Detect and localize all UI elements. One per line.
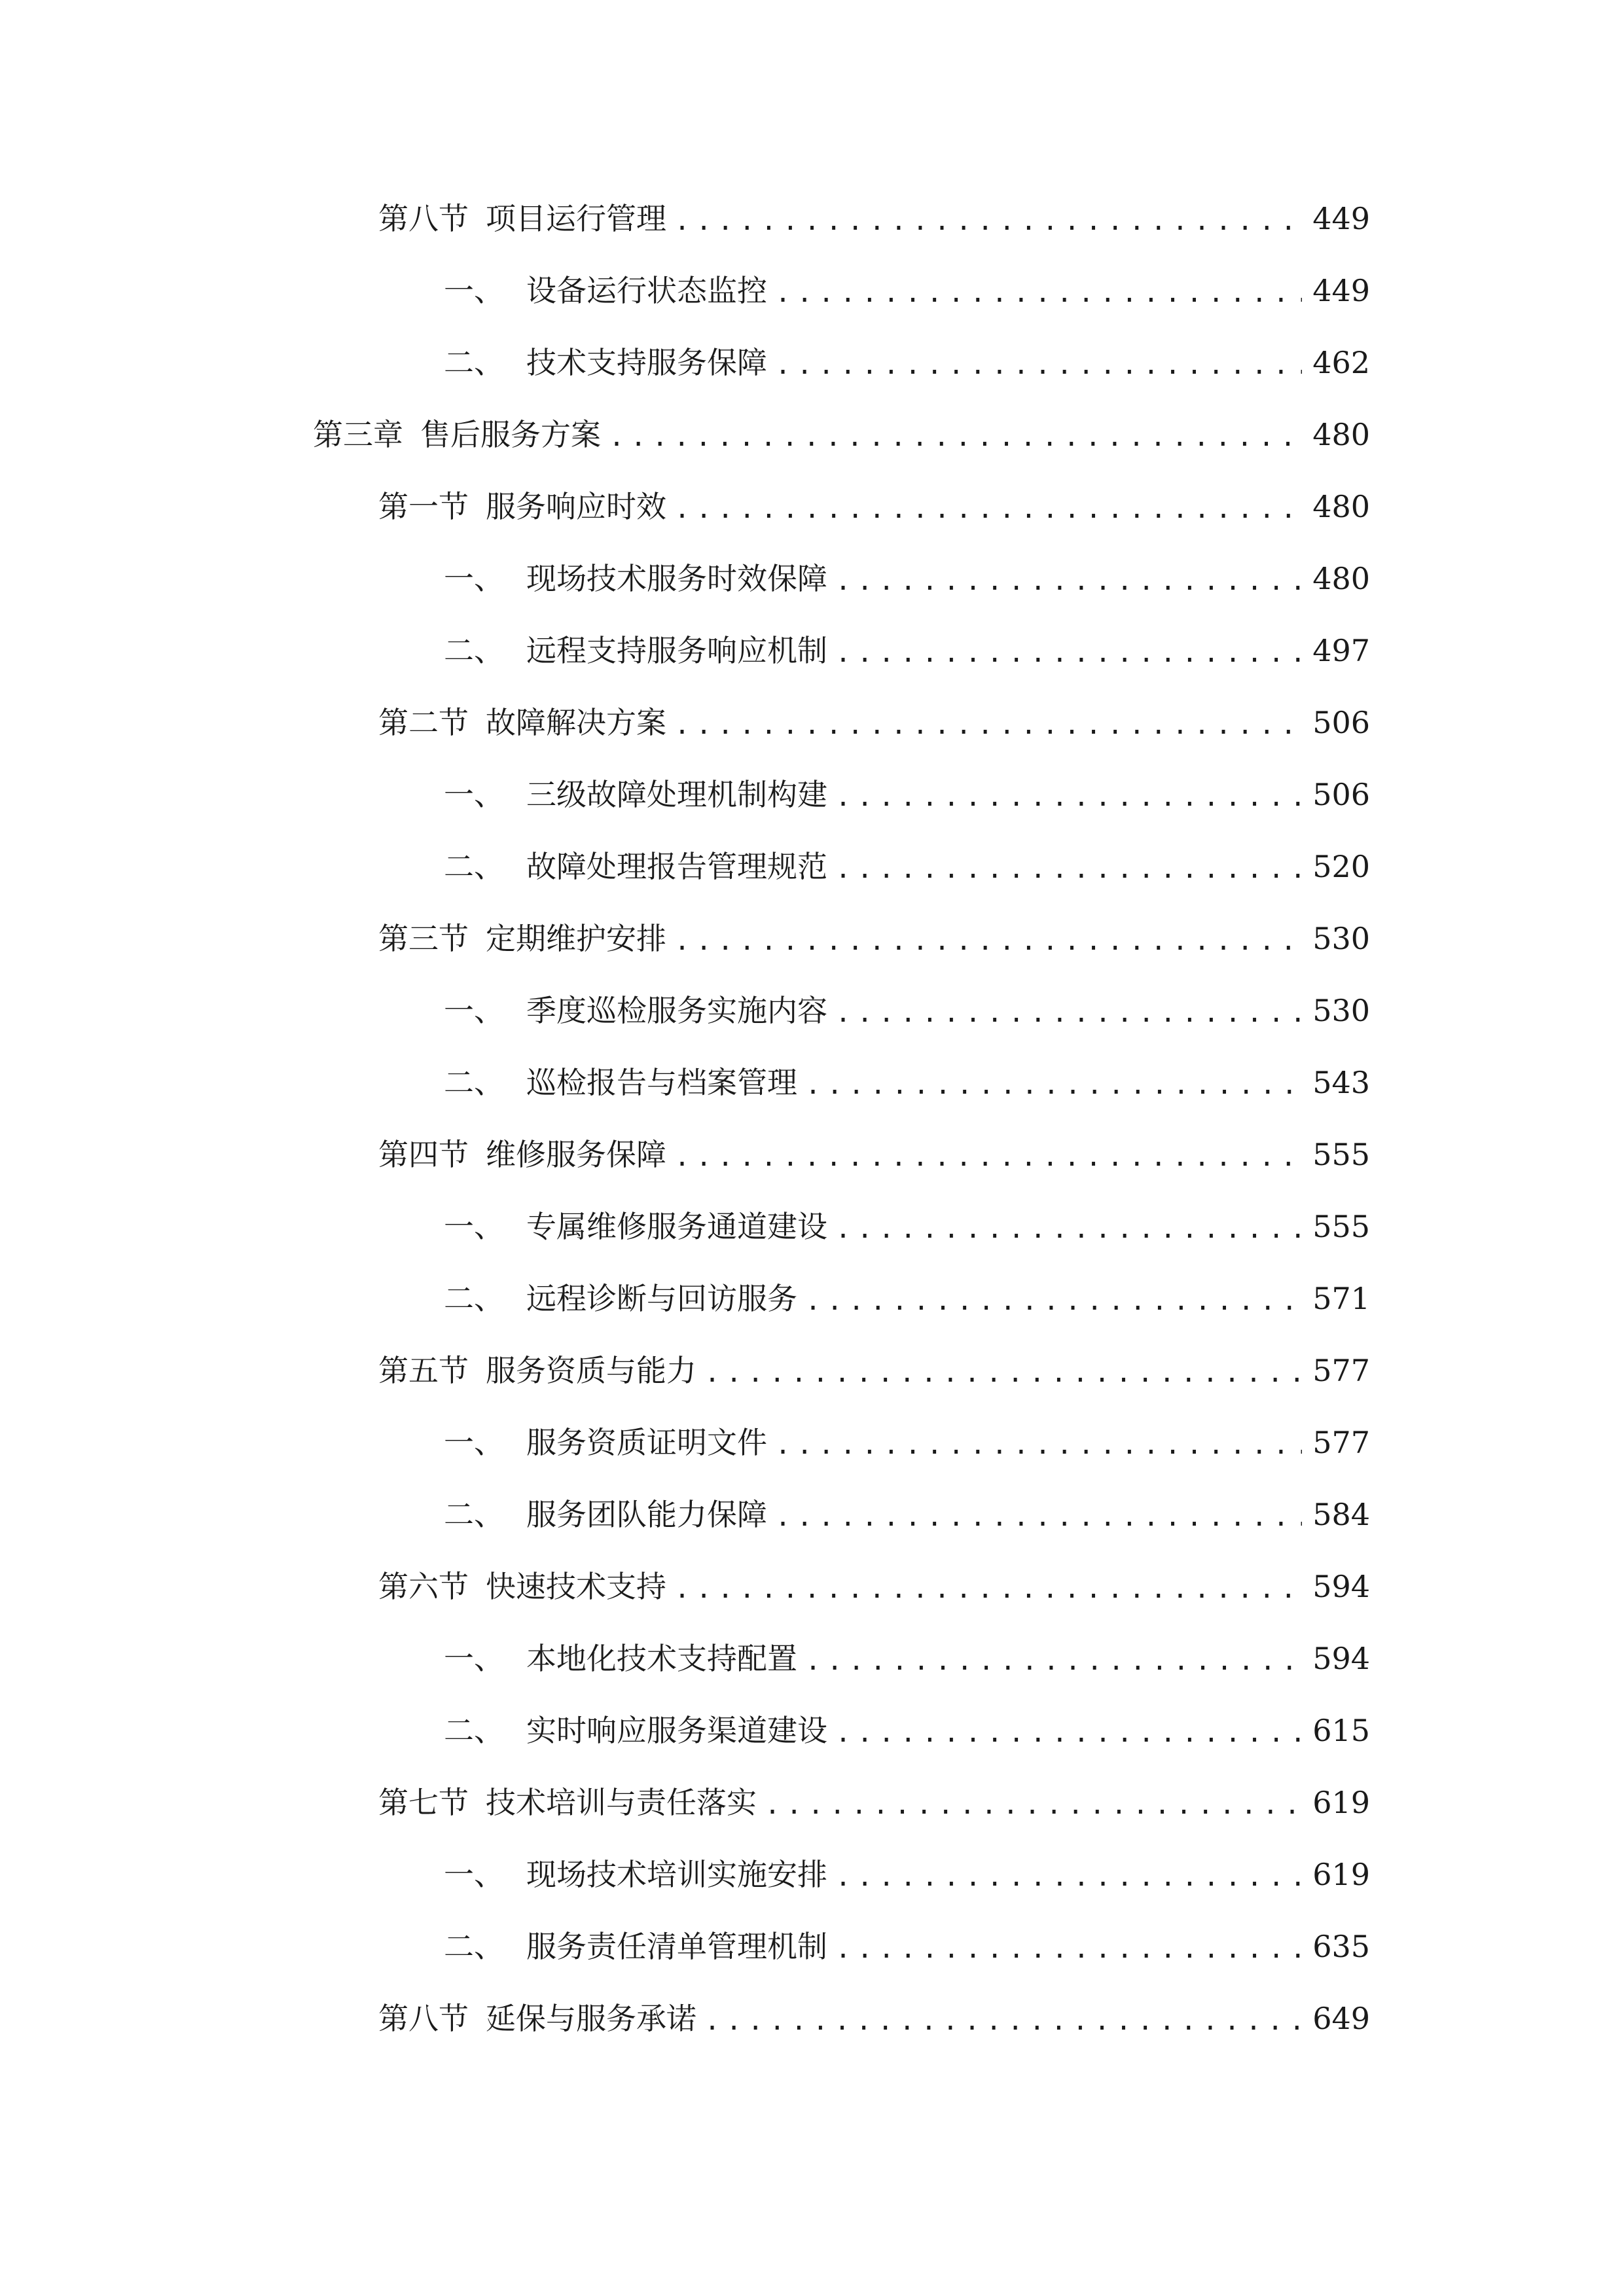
toc-dot-leader bbox=[835, 627, 1302, 679]
toc-entry-page: 594 bbox=[1312, 1569, 1370, 1604]
toc-entry[interactable] bbox=[444, 1848, 1370, 1901]
toc-entry-number: 一、 bbox=[444, 1857, 504, 1892]
toc-dot-leader bbox=[609, 411, 1302, 463]
toc-entry-title: 服务响应时效 bbox=[486, 489, 666, 524]
toc-entry-title: 专属维修服务通道建设 bbox=[526, 1209, 827, 1244]
toc-entry-page: 480 bbox=[1312, 561, 1370, 596]
toc-entry-number: 一、 bbox=[444, 273, 504, 308]
toc-entry-number: 第八节 bbox=[378, 201, 469, 236]
toc-entry-number: 第三节 bbox=[378, 921, 469, 956]
toc-entry[interactable] bbox=[378, 1560, 1370, 1613]
toc-dot-leader bbox=[775, 1419, 1302, 1471]
toc-entry-number: 二、 bbox=[444, 849, 504, 884]
toc-entry-number: 第三章 bbox=[313, 417, 403, 452]
toc-entry-page: 462 bbox=[1312, 345, 1370, 380]
toc-entry-title: 现场技术服务时效保障 bbox=[526, 561, 827, 596]
toc-dot-leader bbox=[835, 771, 1302, 823]
toc-dot-leader bbox=[775, 339, 1302, 391]
toc-entry[interactable] bbox=[444, 984, 1370, 1037]
toc-dot-leader bbox=[835, 1707, 1302, 1759]
toc-entry-number: 二、 bbox=[444, 1281, 504, 1316]
toc-entry-page: 619 bbox=[1312, 1785, 1370, 1820]
toc-entry[interactable] bbox=[444, 1920, 1370, 1973]
toc-entry-page: 506 bbox=[1312, 777, 1370, 812]
toc-entry-title: 服务责任清单管理机制 bbox=[526, 1929, 827, 1964]
toc-entry[interactable] bbox=[313, 408, 1370, 461]
toc-entry-title: 本地化技术支持配置 bbox=[526, 1641, 797, 1676]
toc-entry-number: 一、 bbox=[444, 561, 504, 596]
toc-entry[interactable] bbox=[444, 1416, 1370, 1469]
toc-entry[interactable] bbox=[378, 696, 1370, 749]
toc-entry-number: 第四节 bbox=[378, 1137, 469, 1172]
toc-entry-number: 第一节 bbox=[378, 489, 469, 524]
toc-dot-leader bbox=[835, 1203, 1302, 1255]
toc-entry-title: 快速技术支持 bbox=[486, 1569, 666, 1604]
toc-entry[interactable] bbox=[378, 1776, 1370, 1829]
toc-entry-title: 远程诊断与回访服务 bbox=[526, 1281, 797, 1316]
toc-entry-page: 530 bbox=[1312, 993, 1370, 1028]
toc-entry-number: 二、 bbox=[444, 1497, 504, 1532]
toc-entry-number: 二、 bbox=[444, 1065, 504, 1100]
toc-entry-number: 第六节 bbox=[378, 1569, 469, 1604]
toc-entry[interactable] bbox=[444, 1056, 1370, 1109]
toc-entry-title: 项目运行管理 bbox=[486, 201, 666, 236]
toc-entry-number: 二、 bbox=[444, 345, 504, 380]
toc-entry-page: 555 bbox=[1312, 1209, 1370, 1244]
toc-entry-page: 577 bbox=[1312, 1353, 1370, 1388]
toc-entry-page: 480 bbox=[1312, 489, 1370, 524]
toc-entry-title: 售后服务方案 bbox=[420, 417, 601, 452]
toc-entry-number: 一、 bbox=[444, 993, 504, 1028]
toc-entry-page: 480 bbox=[1312, 417, 1370, 452]
toc-dot-leader bbox=[674, 483, 1302, 535]
toc-entry-title: 延保与服务承诺 bbox=[486, 2001, 696, 2036]
toc-entry-title: 季度巡检服务实施内容 bbox=[526, 993, 827, 1028]
toc-dot-leader bbox=[674, 1131, 1302, 1183]
toc-entry-number: 二、 bbox=[444, 1713, 504, 1748]
toc-entry-title: 服务资质证明文件 bbox=[526, 1425, 767, 1460]
toc-entry-title: 现场技术培训实施安排 bbox=[526, 1857, 827, 1892]
toc-entry-page: 584 bbox=[1312, 1497, 1370, 1532]
toc-dot-leader bbox=[805, 1275, 1302, 1327]
toc-entry-page: 649 bbox=[1312, 2001, 1370, 2036]
toc-entry[interactable] bbox=[444, 624, 1370, 677]
toc-entry[interactable] bbox=[444, 336, 1370, 389]
toc-dot-leader bbox=[674, 1563, 1302, 1615]
toc-entry-title: 故障处理报告管理规范 bbox=[526, 849, 827, 884]
toc-entry-title: 实时响应服务渠道建设 bbox=[526, 1713, 827, 1748]
toc-entry-title: 维修服务保障 bbox=[486, 1137, 666, 1172]
toc-entry-number: 第二节 bbox=[378, 705, 469, 740]
toc-dot-leader bbox=[775, 1491, 1302, 1543]
toc-entry-title: 技术培训与责任落实 bbox=[486, 1785, 757, 1820]
toc-entry-title: 服务资质与能力 bbox=[486, 1353, 696, 1388]
toc-entry-number: 第五节 bbox=[378, 1353, 469, 1388]
toc-entry-page: 619 bbox=[1312, 1857, 1370, 1892]
toc-dot-leader bbox=[674, 195, 1302, 247]
toc-entry-number: 一、 bbox=[444, 777, 504, 812]
toc-entry[interactable] bbox=[378, 1128, 1370, 1181]
toc-entry-page: 571 bbox=[1312, 1281, 1370, 1316]
toc-entry-title: 定期维护安排 bbox=[486, 921, 666, 956]
toc-dot-leader bbox=[775, 267, 1302, 319]
toc-entry-page: 594 bbox=[1312, 1641, 1370, 1676]
toc-entry-page: 449 bbox=[1312, 201, 1370, 236]
toc-entry-title: 服务团队能力保障 bbox=[526, 1497, 767, 1532]
toc-entry[interactable] bbox=[444, 768, 1370, 821]
toc-entry[interactable] bbox=[378, 1344, 1370, 1397]
toc-entry[interactable] bbox=[444, 1704, 1370, 1757]
toc-dot-leader bbox=[835, 1851, 1302, 1903]
toc-entry-number: 二、 bbox=[444, 633, 504, 668]
toc-dot-leader bbox=[674, 915, 1302, 967]
toc-dot-leader bbox=[704, 1995, 1302, 2047]
toc-entry[interactable] bbox=[444, 1200, 1370, 1253]
toc-entry-page: 449 bbox=[1312, 273, 1370, 308]
toc-entry-number: 一、 bbox=[444, 1641, 504, 1676]
toc-dot-leader bbox=[704, 1347, 1302, 1399]
toc-entry-page: 497 bbox=[1312, 633, 1370, 668]
toc-entry[interactable] bbox=[444, 1488, 1370, 1541]
toc-entry-page: 635 bbox=[1312, 1929, 1370, 1964]
toc-entry[interactable] bbox=[444, 1632, 1370, 1685]
toc-entry-page: 615 bbox=[1312, 1713, 1370, 1748]
toc-entry-number: 二、 bbox=[444, 1929, 504, 1964]
toc-entry-number: 第七节 bbox=[378, 1785, 469, 1820]
toc-entry-page: 530 bbox=[1312, 921, 1370, 956]
toc-dot-leader bbox=[765, 1779, 1302, 1831]
toc-entry-title: 技术支持服务保障 bbox=[526, 345, 767, 380]
toc-dot-leader bbox=[835, 843, 1302, 895]
toc-entry-title: 三级故障处理机制构建 bbox=[526, 777, 827, 812]
toc-entry-title: 巡检报告与档案管理 bbox=[526, 1065, 797, 1100]
toc-entry-page: 543 bbox=[1312, 1065, 1370, 1100]
toc-dot-leader bbox=[674, 699, 1302, 751]
toc-entry-page: 520 bbox=[1312, 849, 1370, 884]
toc-entry-page: 555 bbox=[1312, 1137, 1370, 1172]
toc-dot-leader bbox=[805, 1059, 1302, 1111]
toc-entry[interactable] bbox=[378, 1992, 1370, 2045]
toc-dot-leader bbox=[835, 1923, 1302, 1975]
toc-entry[interactable] bbox=[378, 192, 1370, 245]
toc-entry-number: 一、 bbox=[444, 1209, 504, 1244]
toc-entry[interactable] bbox=[444, 840, 1370, 893]
toc-entry[interactable] bbox=[444, 552, 1370, 605]
toc-entry[interactable] bbox=[444, 264, 1370, 317]
toc-dot-leader bbox=[805, 1635, 1302, 1687]
toc-entry-number: 一、 bbox=[444, 1425, 504, 1460]
toc-entry-title: 远程支持服务响应机制 bbox=[526, 633, 827, 668]
toc-entry[interactable] bbox=[378, 480, 1370, 533]
toc-entry-title: 故障解决方案 bbox=[486, 705, 666, 740]
toc-entry[interactable] bbox=[378, 912, 1370, 965]
toc-entry-number: 第八节 bbox=[378, 2001, 469, 2036]
toc-entry[interactable] bbox=[444, 1272, 1370, 1325]
toc-entry-page: 577 bbox=[1312, 1425, 1370, 1460]
toc-entry-page: 506 bbox=[1312, 705, 1370, 740]
toc-entry-title: 设备运行状态监控 bbox=[526, 273, 767, 308]
toc-dot-leader bbox=[835, 555, 1302, 607]
toc-dot-leader bbox=[835, 987, 1302, 1039]
